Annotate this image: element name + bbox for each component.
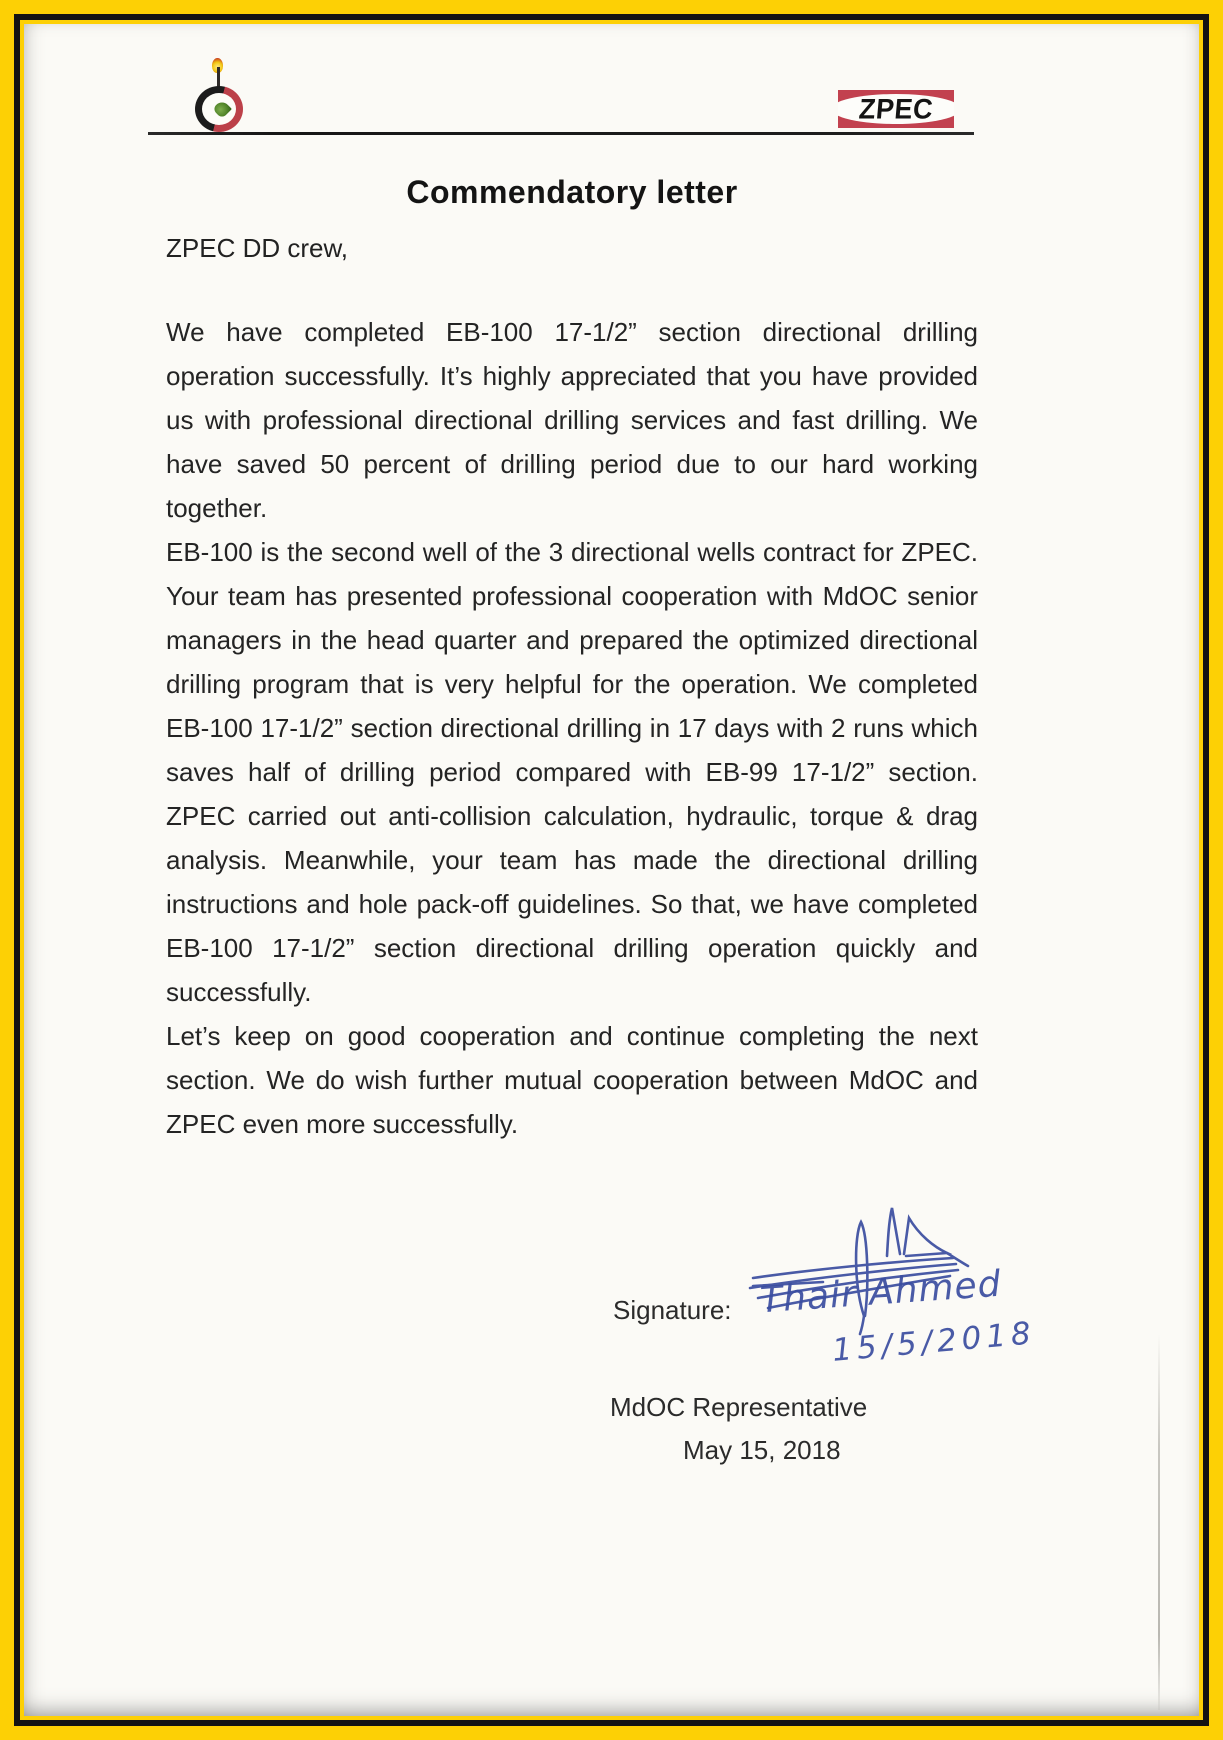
flourish-peak-2: [904, 1218, 947, 1256]
paragraph-1: We have completed EB-100 17-1/2” section directional drilling operation successfully. It’s highly appreciated that you have provided us with professional directional drilling services and fast drilling. We have saved 50 percent of drilling period due to our hard working together.: [166, 317, 978, 523]
letter-paper: [24, 24, 1199, 1716]
handwritten-signature-name: Thair Ahmed: [758, 1263, 1003, 1322]
flourish-peak-1: [887, 1208, 900, 1256]
zpec-logo-text: ZPEC: [857, 92, 935, 125]
signature-label: Signature:: [613, 1295, 732, 1325]
paragraph-3: Let’s keep on good cooperation and continue completing the next section. We do wish further mutual cooperation between MdOC and ZPEC even more successfully.: [166, 1021, 978, 1139]
zpec-logo-ellipse: [838, 94, 954, 124]
paragraph-2: EB-100 is the second well of the 3 directional wells contract for ZPEC. Your team has presented professional cooperation with MdOC senior managers in the head quarter and prepared the optimized directional drilling program that is very helpful for the operation. We completed EB-100 17-1/2” section directional drilling in 17 days with 2 runs which saves half of drilling period compared with EB-99 17-1/2” section. ZPEC carried out anti-collision calculation, hydraulic, torque & drag analysis. Meanwhile, your team has made the directional drilling instructions and hole pack-off guidelines. So that, we have completed EB-100 17-1/2” section directional drilling operation quickly and successfully.: [166, 537, 978, 1007]
letter-title: Commendatory letter: [406, 174, 738, 210]
mdoc-ring: [195, 86, 243, 132]
letter-body: [166, 310, 978, 1146]
yellow-black-frame: [14, 14, 1209, 1726]
mdoc-logo: [192, 58, 248, 168]
zpec-logo: [838, 90, 954, 128]
scan-crease-artifact: [1158, 1334, 1160, 1710]
mdoc-oil-drop-icon: [212, 99, 232, 119]
mdoc-ring-center: [202, 93, 236, 125]
letter-content: [166, 170, 978, 1146]
handwritten-signature-date: 15/5/2018: [830, 1315, 1038, 1369]
header-divider-line: [148, 132, 974, 135]
letter-date: May 15, 2018: [683, 1435, 841, 1465]
letter-greeting: ZPEC DD crew,: [166, 233, 349, 263]
signed-by-line: MdOC Representative: [610, 1392, 868, 1422]
